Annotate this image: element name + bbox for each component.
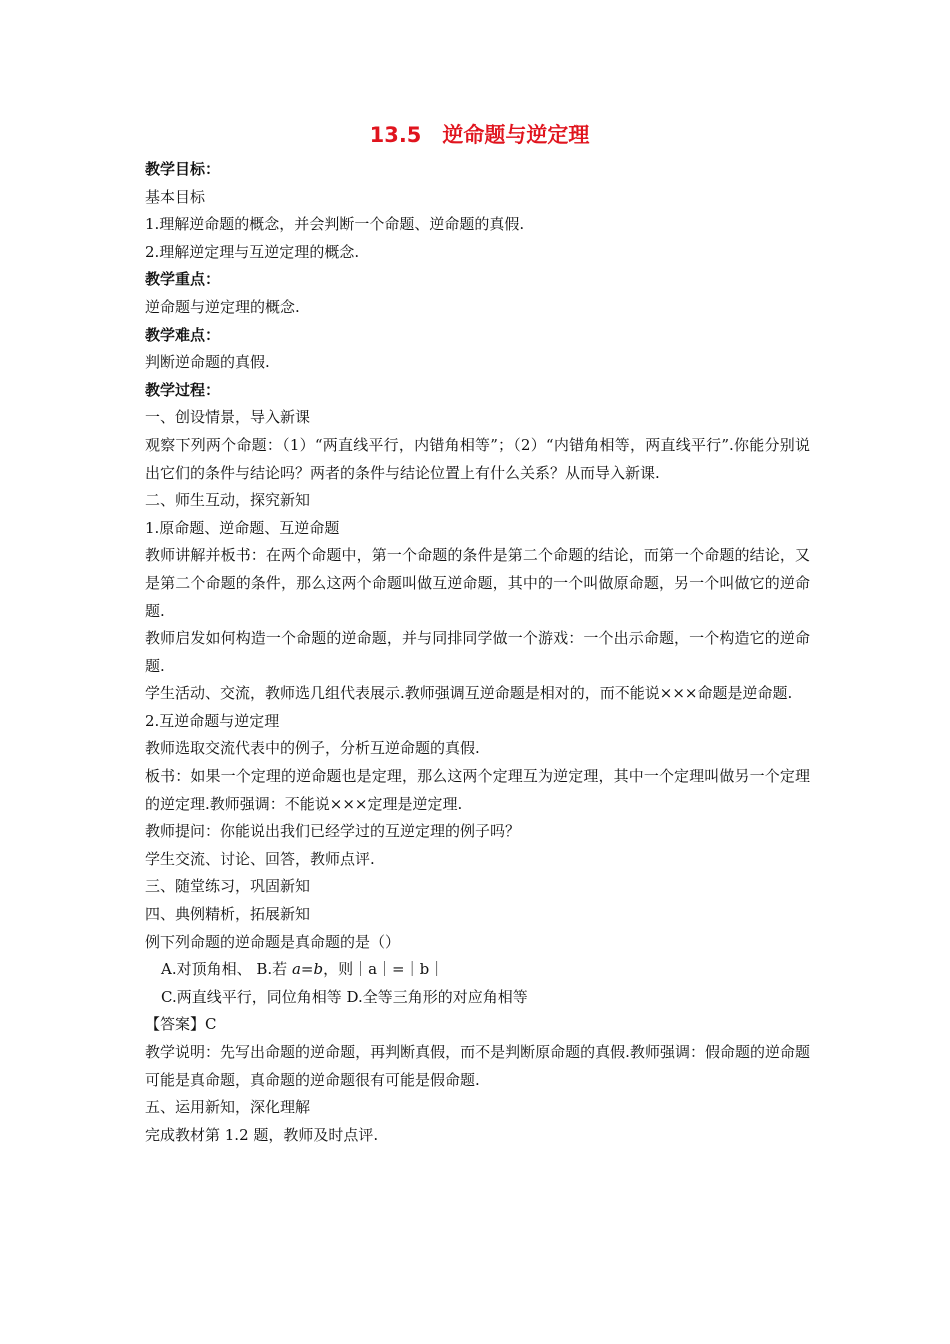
paragraph: 教师启发如何构造一个命题的逆命题，并与同排同学做一个游戏：一个出示命题，一个构造它的逆命题.	[145, 629, 810, 675]
difficulty-heading: 教学难点：	[145, 325, 221, 344]
subsection-title: 1.原命题、逆命题、互逆命题	[145, 518, 340, 537]
subsection-title: 2.互逆命题与逆定理	[145, 711, 280, 730]
option-d: D.全等三角形的对应角相等	[346, 987, 528, 1006]
example-stem: 例下列命题的逆命题是真命题的是（）	[145, 932, 401, 951]
paragraph: 教师选取交流代表中的例子，分析互逆命题的真假.	[145, 739, 480, 758]
goal-item: 2.理解逆定理与互逆定理的概念.	[145, 242, 360, 261]
section-title: 三、随堂练习，巩固新知	[145, 877, 311, 896]
options-row-2	[145, 984, 810, 1012]
difficulty-text: 判断逆命题的真假.	[145, 353, 270, 372]
paragraph: 教师讲解并板书：在两个命题中，第一个命题的条件是第二个命题的结论，而第一个命题的结论，又是第二个命题的条件，那么这两个命题叫做互逆命题，其中的一个叫做原命题，另一个叫做它的逆命题.	[145, 546, 810, 620]
document-page	[145, 120, 810, 1149]
goals-heading: 教学目标：	[145, 160, 221, 178]
paragraph: 观察下列两个命题：（1）“两直线平行，内错角相等”；（2）“内错角相等，两直线平行”.你能分别说出它们的条件与结论吗？两者的条件与结论位置上有什么关系？从而导入新课.	[145, 435, 810, 482]
option-b-suffix: ，则｜a｜=｜b｜	[323, 960, 445, 979]
option-c: C.两直线平行，同位角相等	[161, 987, 342, 1006]
paragraph: 教学说明：先写出命题的逆命题，再判断真假，而不是判断原命题的真假.教师强调：假命题的逆命题可能是真命题，真命题的逆命题很有可能是假命题.	[145, 1043, 810, 1089]
process-heading: 教学过程：	[145, 380, 221, 399]
document-title: 13.5 逆命题与逆定理	[369, 123, 590, 147]
goal-item: 1.理解逆命题的概念，并会判断一个命题、逆命题的真假.	[145, 215, 525, 234]
paragraph: 教师提问：你能说出我们已经学过的互逆定理的例子吗？	[145, 822, 521, 841]
paragraph: 板书：如果一个定理的逆命题也是定理，那么这两个定理互为逆定理，其中一个定理叫做另一个定理的逆定理.教师强调：不能说×××定理是逆定理.	[145, 767, 810, 813]
section-title: 二、师生互动，探究新知	[145, 491, 311, 510]
section-title: 五、运用新知，深化理解	[145, 1098, 311, 1117]
goals-subheading: 基本目标	[145, 187, 206, 206]
answer: 【答案】C	[145, 1015, 217, 1034]
paragraph: 完成教材第 1.2 题，教师及时点评.	[145, 1125, 379, 1144]
section-title: 一、创设情景，导入新课	[145, 408, 311, 427]
option-a: A.对顶角相、	[161, 960, 252, 979]
options-row-1	[145, 956, 810, 984]
paragraph: 学生交流、讨论、回答，教师点评.	[145, 849, 375, 868]
option-b-prefix: B.若	[256, 960, 292, 979]
key-points-text: 逆命题与逆定理的概念.	[145, 297, 300, 316]
paragraph: 学生活动、交流，教师选几组代表展示.教师强调互逆命题是相对的，而不能说×××命题是逆命题.	[145, 684, 793, 703]
option-b-math: a=b	[291, 960, 324, 979]
key-points-heading: 教学重点：	[145, 270, 221, 289]
section-title: 四、典例精析，拓展新知	[145, 905, 311, 924]
